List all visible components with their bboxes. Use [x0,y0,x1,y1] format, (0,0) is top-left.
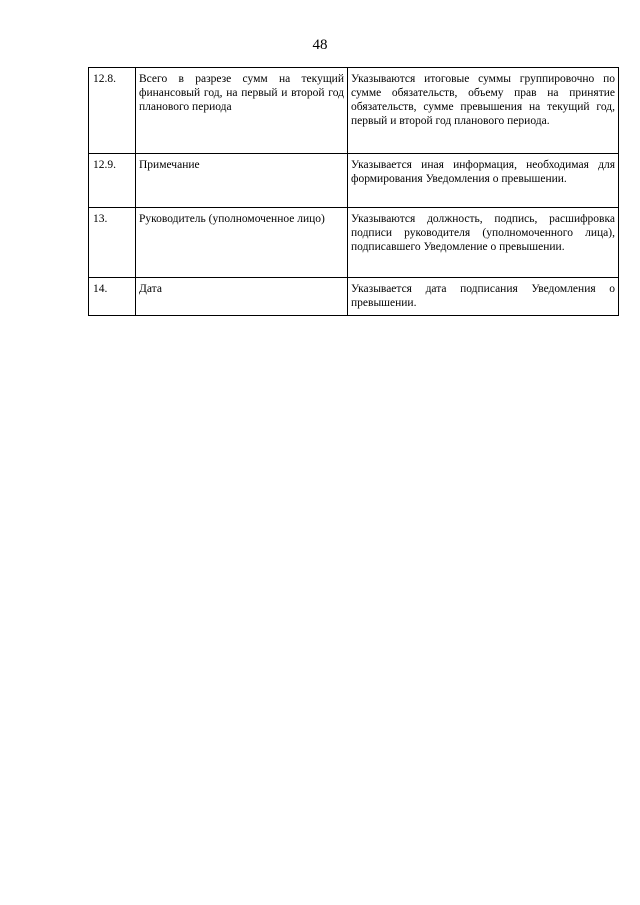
table-row [89,154,619,208]
table-row [89,68,619,154]
field-description-cell [348,154,619,208]
field-description: Указываются должность, подпись, расшифровка подписи руководителя (уполномоченного лица), подписавшего Уведомление о превышении. [351,213,615,253]
table-row [89,208,619,278]
field-name-cell [136,278,348,316]
field-name-cell [136,154,348,208]
field-description: Указываются итоговые суммы группировочно по сумме обязательств, объему прав на принятие обязательств, сумме превышения на текущий год, первый и второй год планового периода. [351,73,615,127]
field-name: Дата [139,283,162,295]
field-description: Указывается иная информация, необходимая для формирования Уведомления о превышении. [351,159,615,185]
page-number: 48 [312,37,328,53]
field-name: Примечание [139,159,200,171]
row-number: 14. [93,283,108,295]
field-description-cell [348,278,619,316]
field-description-cell [348,68,619,154]
row-number-cell [89,278,136,316]
field-description-cell [348,208,619,278]
field-description: Указывается дата подписания Уведомления о превышении. [351,283,615,309]
row-number: 13. [93,213,108,225]
row-number: 12.8. [93,73,116,85]
field-name: Всего в разрезе сумм на текущий финансовый год, на первый и второй год планового периода [139,73,344,113]
fields-table [88,67,619,316]
row-number-cell [89,154,136,208]
field-name-cell [136,68,348,154]
row-number: 12.9. [93,159,116,171]
table-row [89,278,619,316]
row-number-cell [89,68,136,154]
row-number-cell [89,208,136,278]
field-name: Руководитель (уполномоченное лицо) [139,213,325,225]
field-name-cell [136,208,348,278]
